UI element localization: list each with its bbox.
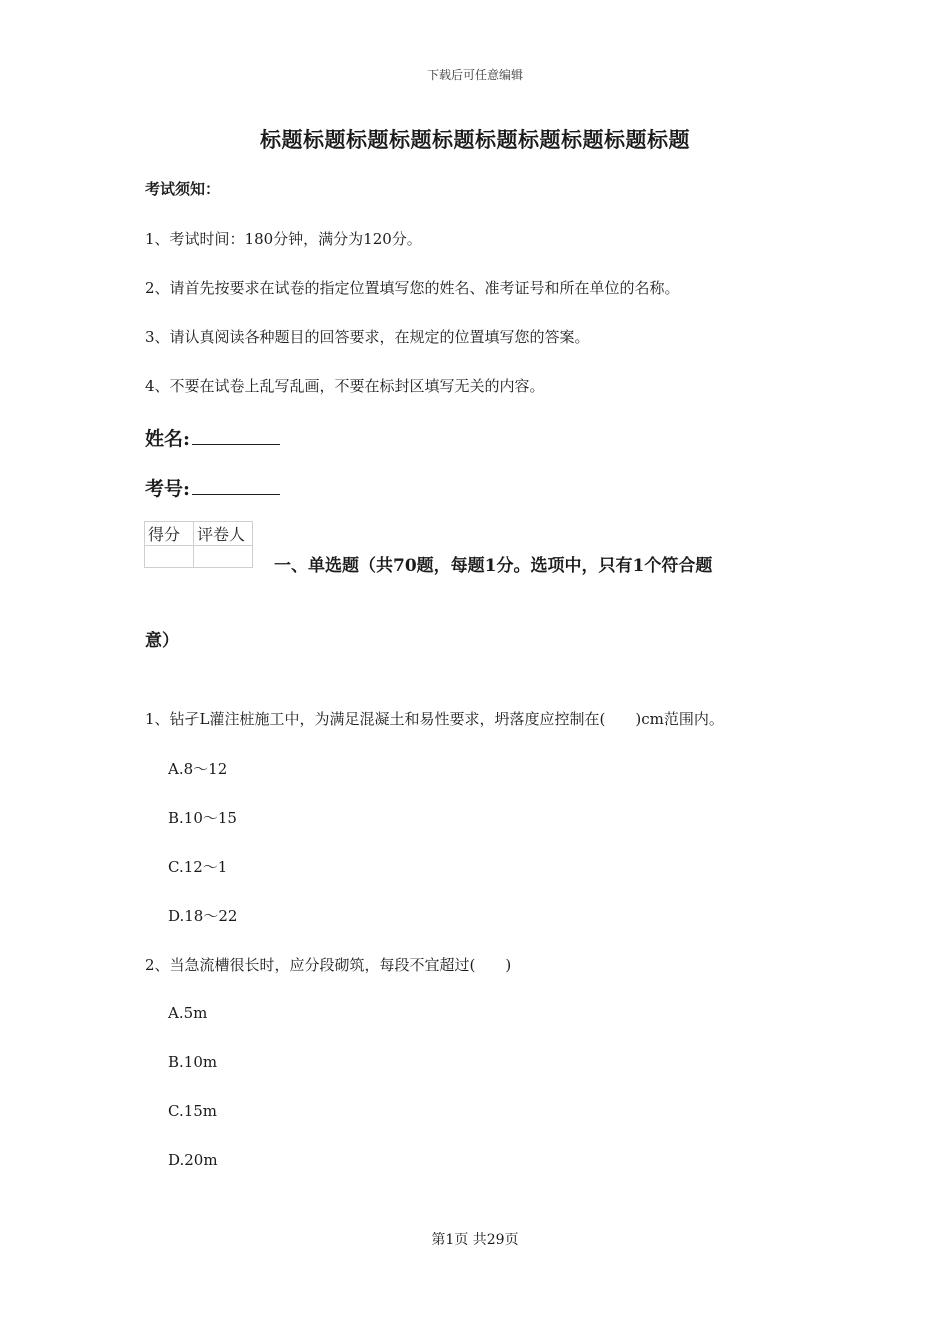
notice-item: 4、不要在试卷上乱写乱画，不要在标封区填写无关的内容。	[145, 377, 545, 395]
page-footer: 第1页 共29页	[431, 1232, 519, 1248]
option-a: A.8～12	[168, 760, 228, 778]
score-table	[144, 521, 253, 568]
grader-header: 评卷人	[194, 522, 253, 546]
notice-item: 1、考试时间：180分钟，满分为120分。	[145, 230, 422, 248]
option-b: B.10～15	[168, 809, 237, 827]
question-stem: 1、钻孑L灌注桩施工中，为满足混凝土和易性要求，坍落度应控制在( )cm范围内。	[145, 710, 724, 728]
header-note: 下载后可任意编辑	[426, 68, 523, 82]
option-d: D.20m	[168, 1151, 218, 1169]
option-c: C.12～1	[168, 858, 228, 876]
question-stem: 2、当急流槽很长时，应分段砌筑，每段不宜超过( )	[145, 956, 512, 974]
option-a: A.5m	[168, 1004, 208, 1022]
notice-item: 2、请首先按要求在试卷的指定位置填写您的姓名、准考证号和所在单位的名称。	[145, 279, 680, 297]
notice-heading: 考试须知：	[145, 180, 221, 198]
id-label: 考号:	[145, 478, 191, 500]
notice-item: 3、请认真阅读各种题目的回答要求，在规定的位置填写您的答案。	[145, 328, 590, 346]
id-blank[interactable]	[192, 476, 280, 495]
name-blank[interactable]	[192, 426, 280, 445]
grader-cell[interactable]	[194, 546, 253, 568]
document-title: 标题标题标题标题标题标题标题标题标题标题	[260, 127, 690, 152]
option-c: C.15m	[168, 1102, 218, 1120]
score-table-header-row	[145, 522, 253, 546]
option-b: B.10m	[168, 1053, 218, 1071]
score-header: 得分	[145, 522, 194, 546]
id-field	[145, 474, 280, 501]
name-field	[145, 424, 280, 451]
section-title: 一、单选题（共70题，每题1分。选项中，只有1个符合题	[274, 556, 713, 576]
score-table-blank-row	[145, 546, 253, 568]
option-d: D.18～22	[168, 907, 238, 925]
section-title-continued: 意）	[145, 631, 179, 651]
name-label: 姓名:	[145, 428, 191, 450]
score-cell[interactable]	[145, 546, 194, 568]
